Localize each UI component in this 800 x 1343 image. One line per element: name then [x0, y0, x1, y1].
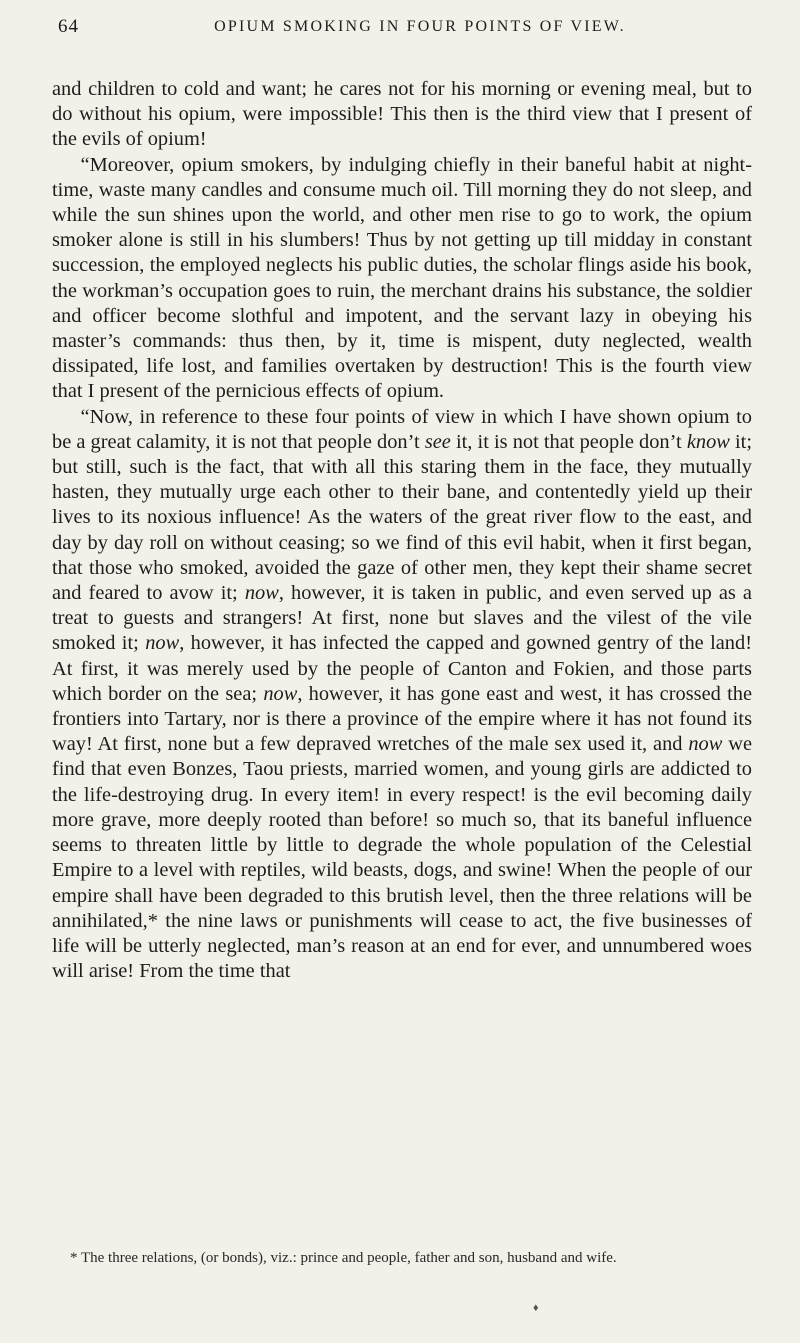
running-head: [52, 16, 748, 46]
text-segment: , however, it has gone east and west, it has crossed the frontiers into Tartary, nor is there a province of the empire where it has not found its way! At first, none but a few depraved wretches of the male sex used it, and: [52, 682, 752, 756]
ornament-mark: ♦: [533, 1302, 539, 1314]
paragraph-1: and children to cold and want; he cares not for his morning or evening meal, but to do without his opium, were impossible! This then is the third view that I present of the evils of opium!: [52, 78, 752, 151]
text-segment: it, it is not that people don’t: [450, 430, 687, 453]
text-segment: it; but still, such is the fact, that with all this staring them in the face, they mutually hasten, they mutually urge each other to their bane, and contentedly yield up their lives to its noxious influence! As the waters of the great river flow to the east, and day by day roll on without ceasing; so we find of this evil habit, when it first began, that those who smoked, avoided the gaze of other men, they kept their shame secret and feared to avow it;: [52, 430, 753, 605]
page-number: 64: [58, 16, 79, 37]
text-segment: , however, it is taken in public, and even served up as a treat to guests and strangers! At first, none but slaves and the vilest of the vile smoked it;: [52, 582, 752, 655]
italic-word: now: [145, 632, 180, 655]
italic-word: know: [686, 430, 730, 453]
header-title: OPIUM SMOKING IN FOUR POINTS OF VIEW.: [214, 18, 626, 35]
footnote: * The three relations, (or bonds), viz.: prince and people, father and son, husband and wife.: [70, 1250, 617, 1266]
text-segment: , however, it has infected the capped and gowned gentry of the land! At first, it was merely used by the people of Canton and Fokien, and those parts which border on the sea;: [52, 632, 752, 705]
italic-word: see: [424, 430, 451, 453]
italic-word: now: [688, 733, 723, 756]
text-segment: “Now, in reference to these four points of view in which I have shown opium to be a great calamity, it is not that people don’t: [52, 405, 752, 453]
italic-word: now: [244, 582, 279, 605]
italic-word: now: [263, 682, 298, 705]
body-text: [52, 77, 752, 984]
paragraph-3: [52, 405, 752, 985]
paragraph-2: “Moreover, opium smokers, by indulging chiefly in their baneful habit at night-time, waste many candles and consume much oil. Till morning they do not sleep, and while the sun shines upon the world, and other men rise to go to work, the opium smoker alone is still in his slumbers! Thus by not getting up till midday in constant succession, the employed neglects his public duties, the scholar flings aside his book, the workman’s occupation goes to ruin, the merchant drains his substance, the soldier and officer become slothful and impotent, and the servant lazy in obeying his master’s commands: thus then, by it, time is mispent, duty neglected, wealth dissipated, life lost, and families overtaken by destruction! This is the fourth view that I present of the pernicious effects of opium.: [52, 153, 752, 403]
text-segment: we find that even Bonzes, Taou priests, married women, and young girls are addicted to the life-destroying drug. In every item! in every respect! is the evil becoming daily more grave, more deeply rooted than before! so much so, that its baneful influence seems to threaten little by little to degrade the whole population of the Celestial Empire to a level with reptiles, wild beasts, dogs, and swine! When the people of our empire shall have been degraded to this brutish level, then the three relations will be annihilated,* the nine laws or punishments will cease to act, the five businesses of life will be utterly neglected, man’s reason at an end for ever, and unnumbered woes will arise! From the time that: [52, 733, 752, 983]
